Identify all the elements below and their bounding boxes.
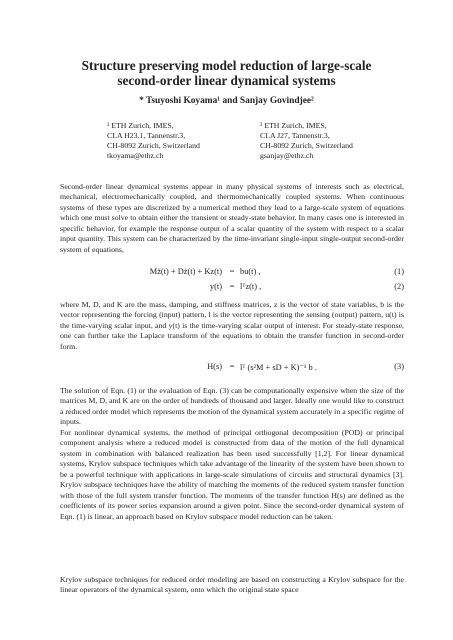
- equation-number: (2): [394, 282, 404, 291]
- paragraph-background: For nonlinear dynamical systems, the method of principal orthogonal decomposition (POD) or principal component analysis where a reduced model is constructed from data of the motion of the full dynamical system in combination with balanced realization has been used successfully [1,2]. For linear dynamical systems, Krylov subspace techniques which take advantage of the linearity of the system have been shown to be a powerful technique with applications in large-scale simulations of circuits and structural dynamics [3]. Krylov subspace techniques have the ability of matching the moments of the reduced system transfer function with those of the full system transfer function. The moments of the transfer function H(s) are defined as the coefficients of its power series expansion around a given point. Since the second-order dynamical system of Eqn. (1) is linear, an approach based on Krylov subspace model reduction can be taken.: [60, 428, 404, 521]
- equation-3: [60, 362, 404, 373]
- paper-title: Structure preserving model reduction of large-scale second-order linear dynamical systems: [81, 58, 372, 88]
- affiliation-line: CH-8092 Zurich, Switzerland: [107, 141, 200, 151]
- affiliation-2: [260, 121, 353, 161]
- author-line: * Tsuyoshi Koyama¹ and Sanjay Govindjee²: [139, 96, 314, 106]
- affiliation-line: CLA H23.1, Tannenstr.3,: [107, 131, 186, 141]
- equation-operator: =: [229, 282, 235, 291]
- equation-rhs: lᵀz(t) ,: [240, 282, 262, 291]
- equation-operator: =: [229, 267, 235, 276]
- affiliation-1: [107, 121, 200, 161]
- equation-rhs: bu(t) ,: [240, 267, 261, 276]
- affiliation-line: ¹ ETH Zurich, IMES,: [107, 121, 174, 130]
- equation-lhs: y(t): [209, 282, 222, 291]
- equation-rhs: lᵀ (s²M + sD + K)⁻¹ b .: [240, 363, 317, 372]
- paragraph-definitions: where M, D, and K are the mass, damping, and stiffness matrices, z is the vector of state variables, b is the vector representing the forcing (input) pattern, l is the vector representing the sensing (output) pattern, u(t) is the time-varying scalar input, and y(t) is the time-varying scalar output of interest. For steady-state response, one can further take the Laplace transform of the equations to obtain the transfer function in second-order form.: [60, 300, 404, 351]
- equation-2: [60, 282, 404, 293]
- equation-lhs: H(s): [207, 362, 222, 371]
- affiliation-email: gsanjay@ethz.ch: [260, 151, 314, 161]
- paragraph-krylov: Krylov subspace techniques for reduced order modeling are based on constructing a Krylov subspace for the linear operators of the dynamical system, onto which the original state space: [60, 575, 404, 595]
- equation-lhs: Mz̈(t) + Dż(t) + Kz(t): [149, 267, 222, 276]
- affiliation-line: ² ETH Zurich, IMES,: [260, 121, 327, 130]
- affiliation-line: CH-8092 Zurich, Switzerland: [260, 141, 353, 151]
- equation-number: (1): [394, 267, 404, 276]
- affiliation-email: tkoyama@ethz.ch: [107, 151, 164, 161]
- paragraph-intro: Second-order linear dynamical systems appear in many physical systems of interests such as electrical, mechanical, electromechanically coupled, and thermomechanically coupled systems. When continuous systems of these types are discretized by a numerical method they lead to a large-scale system of equations which one must solve to obtain either the transient or steady-state behavior. In many cases one is interested in specific behavior, for example the response output of a scalar quantity of the system with respect to a scalar input quantity. This system can be characterized by the time-invariant single-input single-output second-order system of equations,: [60, 182, 404, 254]
- equation-number: (3): [394, 362, 404, 371]
- equation-operator: =: [229, 362, 235, 371]
- equation-1: [60, 267, 404, 278]
- affiliation-line: CLA J27, Tannenstr.3,: [260, 131, 330, 141]
- paragraph-motivation: The solution of Eqn. (1) or the evaluation of Eqn. (3) can be computationally expensive when the size of the matrices M, D, and K are on the order of hundreds of thousand and larger. Ideally one would like to construct a reduced order model which represents the motion of the dynamical system accurately in a specific regime of inputs.: [60, 386, 404, 427]
